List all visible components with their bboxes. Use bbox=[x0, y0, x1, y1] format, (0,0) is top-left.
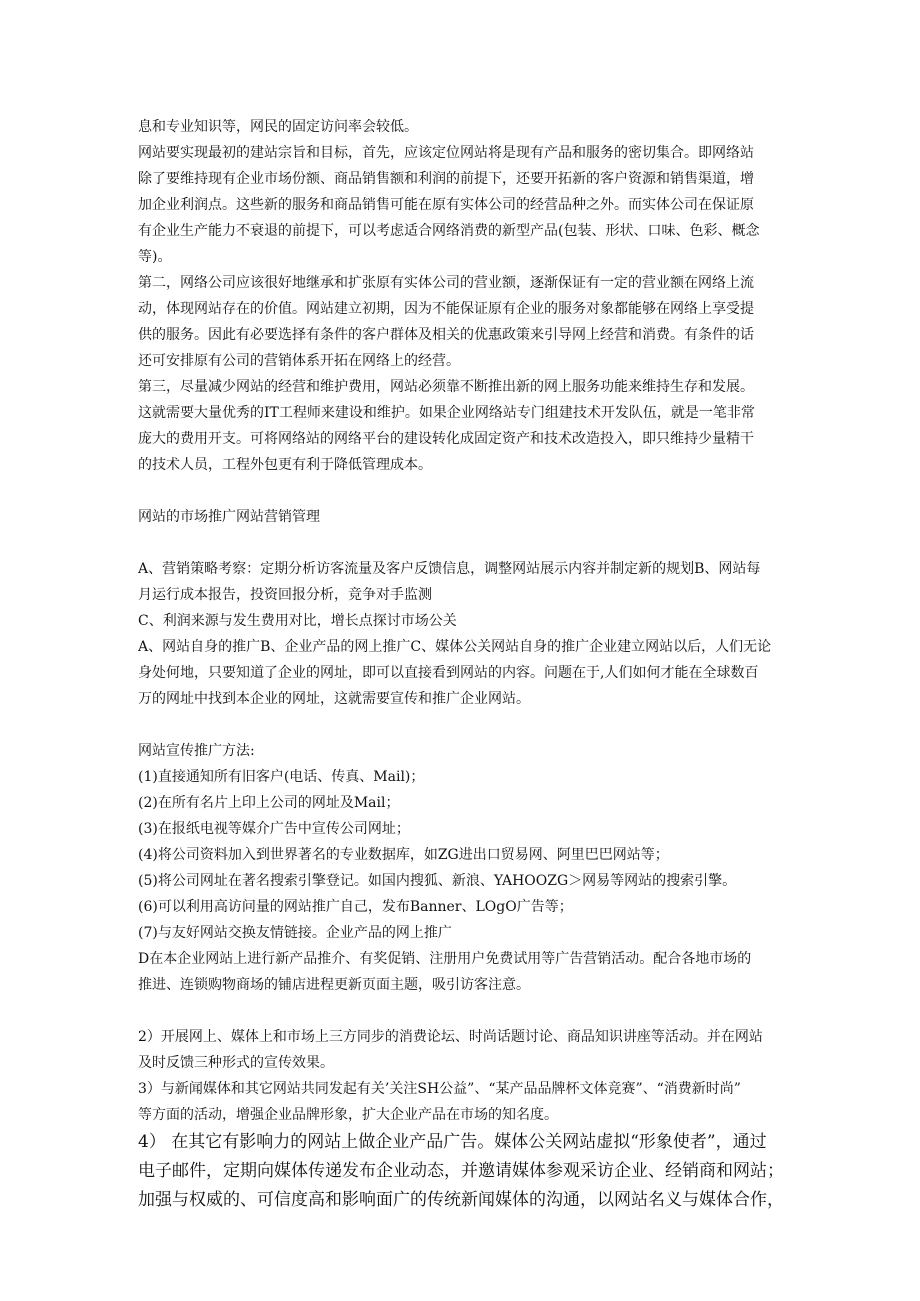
text-line: (7)与友好网站交换友情链接。企业产品的网上推广 bbox=[138, 925, 452, 941]
text-line: 网站宣传推广方法: bbox=[138, 743, 255, 759]
blank-line bbox=[138, 530, 788, 556]
text-line: 第二，网络公司应该很好地继承和扩张原有实体公司的营业额，逐渐保证有一定的营业额在网络上流 bbox=[138, 275, 754, 291]
text-line: A、营销策略考察：定期分析访客流量及客户反馈信息，调整网站展示内容并制定新的规划B、网站每 bbox=[138, 561, 761, 577]
text-line: 有企业生产能力不衰退的前提下，可以考虑适合网络消费的新型产品(包装、形状、口味、色彩、概念 bbox=[138, 223, 760, 239]
text-line: A、网站自身的推广B、企业产品的网上推广C、媒体公关网站自身的推广企业建立网站以后，人们无论 bbox=[138, 639, 772, 655]
blank-line bbox=[138, 712, 788, 738]
text-line: 3）与新闻媒体和其它网站共同发起有关’关注SH公益”、“某产品品牌杯文体竞赛”、“消费新时尚” bbox=[138, 1081, 741, 1097]
text-line: 动，体现网站存在的价值。网站建立初期，因为不能保证原有企业的服务对象都能够在网络上享受提 bbox=[138, 301, 754, 317]
text-line: D在本企业网站上进行新产品推介、有奖促销、注册用户免费试用等广告营销活动。配合各地市场的 bbox=[138, 951, 752, 967]
large-text-line: 加强与权威的、可信度高和影响面广的传统新闻媒体的沟通，以网站名义与媒体合作， bbox=[138, 1190, 784, 1210]
text-line: 万的网址中找到本企业的网址，这就需要宣传和推广企业网站。 bbox=[138, 691, 530, 707]
text-line: 第三，尽量减少网站的经营和维护费用，网站必须靠不断推出新的网上服务功能来维持生存和发展。 bbox=[138, 379, 754, 395]
text-line: (2)在所有名片上印上公司的网址及Mail； bbox=[138, 795, 400, 811]
blank-line bbox=[138, 998, 788, 1024]
text-line: 2）开展网上、媒体上和市场上三方同步的消费论坛、时尚话题讨论、商品知识讲座等活动。并在网站 bbox=[138, 1029, 763, 1045]
text-line: 这就需要大量优秀的IT工程师来建设和维护。如果企业网络站专门组建技术开发队伍，就是一笔非常 bbox=[138, 405, 755, 421]
text-line: (6)可以利用高访问量的网站推广自己，发布Banner、LOgO广告等； bbox=[138, 899, 573, 915]
text-line: 庞大的费用开支。可将网络站的网络平台的建设转化成固定资产和技术改造投入，即只维持少量精干 bbox=[138, 431, 754, 447]
text-line: 息和专业知识等，网民的固定访问率会较低。 bbox=[138, 119, 418, 135]
paragraph-lines bbox=[138, 114, 788, 1128]
text-line: 还可安排原有公司的营销体系开拓在网络上的经营。 bbox=[138, 353, 460, 369]
text-line: (4)将公司资料加入到世界著名的专业数据库，如ZG进出口贸易网、阿里巴巴网站等； bbox=[138, 847, 669, 863]
text-line: 加企业利润点。这些新的服务和商品销售可能在原有实体公司的经营品种之外。而实体公司在保证原 bbox=[138, 197, 754, 213]
text-line: 身处何地，只要知道了企业的网址，即可以直接看到网站的内容。问题在于,人们如何才能在全球数百 bbox=[138, 665, 759, 681]
text-line: 等方面的活动，增强企业品牌形象，扩大企业产品在市场的知名度。 bbox=[138, 1107, 558, 1123]
text-line: 及时反馈三种形式的宣传效果。 bbox=[138, 1055, 334, 1071]
text-line: 推进、连锁购物商场的铺店进程更新页面主题，吸引访客注意。 bbox=[138, 977, 530, 993]
document-body bbox=[138, 114, 788, 1215]
text-line: 等)。 bbox=[138, 249, 172, 265]
text-line: 网站要实现最初的建站宗旨和目标，首先，应该定位网站将是现有产品和服务的密切集合。即网络站 bbox=[138, 145, 754, 161]
large-text-line: 4） 在其它有影响力的网站上做企业产品广告。媒体公关网站虚拟“形象使者”，通过 bbox=[138, 1132, 767, 1152]
large-text-lines bbox=[138, 1128, 788, 1215]
text-line: 月运行成本报告，投资回报分析，竞争对手监测 bbox=[138, 587, 432, 603]
text-line: 供的服务。因此有必要选择有条件的客户群体及相关的优惠政策来引导网上经营和消费。有条件的话 bbox=[138, 327, 754, 343]
text-line: 的技术人员，工程外包更有利于降低管理成本。 bbox=[138, 457, 432, 473]
text-line: 网站的市场推广网站营销管理 bbox=[138, 509, 320, 525]
blank-line bbox=[138, 478, 788, 504]
text-line: (3)在报纸电视等媒介广告中宣传公司网址； bbox=[138, 821, 410, 837]
large-text-line: 电子邮件，定期向媒体传递发布企业动态，并邀请媒体参观采访企业、经销商和网站； bbox=[138, 1161, 784, 1181]
text-line: (1)直接通知所有旧客户(电话、传真、Mail)； bbox=[138, 769, 425, 785]
text-line: (5)将公司网址在著名搜索引擎登记。如国内搜狐、新浪、YAHOOZG＞网易等网站的搜索引擎。 bbox=[138, 873, 737, 889]
text-line: C、利润来源与发生费用对比，增长点探讨市场公关 bbox=[138, 613, 457, 629]
text-line: 除了要维持现有企业市场份额、商品销售额和利润的前提下，还要开拓新的客户资源和销售渠道，增 bbox=[138, 171, 754, 187]
